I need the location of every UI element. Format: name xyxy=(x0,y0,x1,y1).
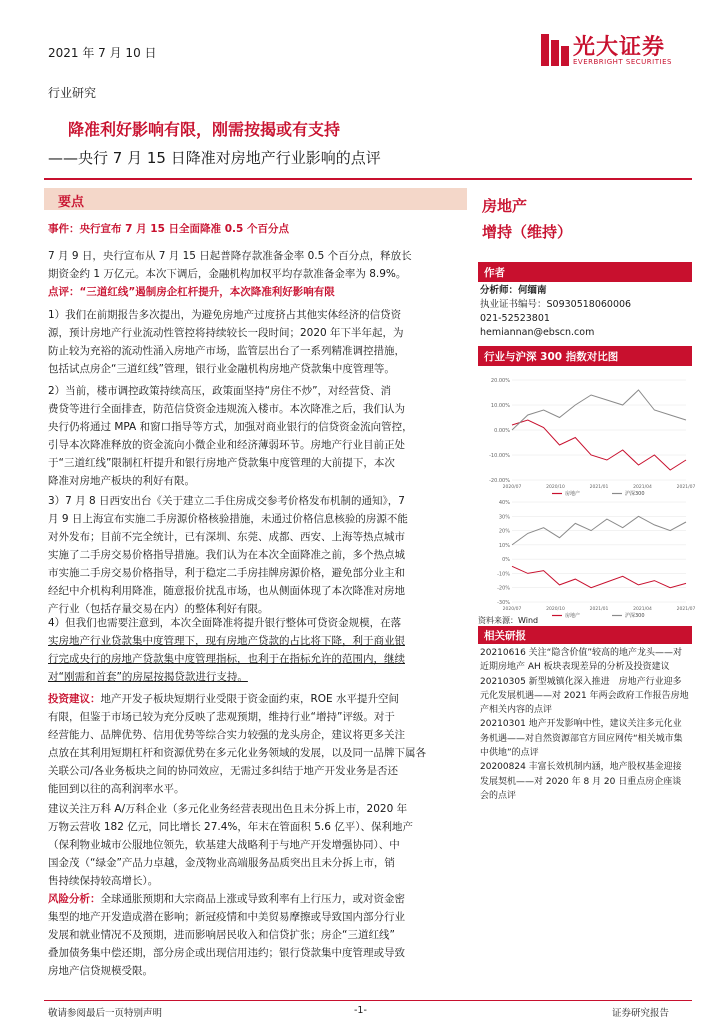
y-tick-label: 0% xyxy=(502,557,510,564)
related-reports xyxy=(480,646,690,803)
invest-label: 投资建议： xyxy=(48,693,101,705)
stock-picks xyxy=(48,800,468,890)
event-line: 7 月 9 日，央行宣布从 7 月 15 日起普降存款准备金率 0.5 个百分点，释放长 xyxy=(48,250,412,262)
page-number: -1- xyxy=(354,1005,367,1016)
related-title: 相关研报 xyxy=(484,630,526,642)
related-report-item[interactable]: 20210305 新型城镇化深入推进 房地产行业迎多元化发展机遇——对 2021 年两会政府工作报告房地产相关内容的点评 xyxy=(480,676,689,716)
x-tick-label: 2020/10 xyxy=(546,607,565,612)
para-line: 经营能力、品牌优势、信用优势等综合实力较强的龙头房企，建议将更多关注 xyxy=(48,729,405,741)
legend-label: 沪深300 xyxy=(625,613,645,619)
x-tick-label: 2021/04 xyxy=(633,607,652,612)
para-line: 产行业（包括存量交易在内）的整体利好有限。 xyxy=(48,603,269,615)
brand-name-en: EVERBRIGHT SECURITIES xyxy=(573,58,672,66)
x-tick-label: 2021/07 xyxy=(676,607,696,612)
para-line: 月 9 日上海宣布实施二手房源价格核验措施，未通过价格信息核验的房源不能 xyxy=(48,513,408,525)
author-header xyxy=(478,262,692,282)
related-report-item[interactable]: 20200824 丰富长效机制内涵，地产股权基金迎接发展契机——对 2020 年 8 月 20 日重点房企座谈会的点评 xyxy=(480,762,682,801)
y-tick-label: 0.00% xyxy=(494,428,510,434)
investment-advice xyxy=(48,690,468,798)
chart-header xyxy=(478,346,692,366)
rating: 增持（维持） xyxy=(482,223,573,241)
paragraph-3 xyxy=(48,492,468,618)
header-rule xyxy=(44,178,692,180)
index-comparison-chart xyxy=(482,372,696,619)
para-line: 集型的地产开发造成潜在影响；新冠疫情和中美贸易摩擦或导致国内部分行业 xyxy=(48,911,405,923)
para-line: 源，预计房地产行业流动性管控将持续较长一段时间；2020 年下半年起，为 xyxy=(48,327,404,339)
chart-source: 资料来源：Wind xyxy=(478,616,539,625)
event-label: 事件： xyxy=(48,223,80,235)
brand-name: 光大证券 xyxy=(573,35,666,60)
risk-analysis xyxy=(48,890,468,980)
event-line: 期资金约 1 万亿元。本次下调后，金融机构加权平均存款准备金率为 8.9%。 xyxy=(48,268,407,280)
para-line: 建议关注万科 A/万科企业（多元化业务经营表现出色且未分拆上市，2020 年 xyxy=(48,803,408,815)
para-line: 引导本次降准释放的资金流向小微企业和经济薄弱环节。房地产行业目前正处 xyxy=(48,439,405,451)
chart-title: 行业与沪深 300 指数对比图 xyxy=(484,351,619,363)
report-date: 2021 年 7 月 10 日 xyxy=(48,46,157,60)
para-line: 实施了二手房交易价格指导措施。我们认为在本次全面降准之前，多个热点城 xyxy=(48,549,405,561)
sector-name: 房地产 xyxy=(482,197,528,215)
legend-label: 房地产 xyxy=(565,491,581,497)
y-tick-label: 30% xyxy=(498,514,510,521)
x-tick-label: 2020/07 xyxy=(502,485,522,490)
para-line: 发展和就业情况不及预期，进而影响居民收入和信贷扩张；房企“三道红线” xyxy=(48,929,395,941)
y-tick-label: 20% xyxy=(498,528,510,535)
para-line: 市实施二手房交易价格指导，利于稳定二手房挂牌房源价格，避免部分业主和 xyxy=(48,567,405,579)
report-title: 降准利好影响有限，刚需按揭或有支持 xyxy=(68,120,341,139)
series-line xyxy=(512,390,686,430)
report-subtitle: ——央行 7 月 15 日降准对房地产行业影响的点评 xyxy=(48,149,381,167)
y-tick-label: -20% xyxy=(497,585,510,592)
para-line: 于“三道红线”限制杠杆提升和银行房地产贷款集中度管理的大前提下，本次 xyxy=(48,457,395,469)
series-line xyxy=(512,566,686,587)
para-line: 经纪中介机构利用降准，随意报价扰乱市场，也从侧面体现了本次降准对房地 xyxy=(48,585,405,597)
para-line: 有限，但鉴于市场已较为充分反映了悲观预期，维持行业“增持”评级。对于 xyxy=(48,711,395,723)
x-tick-label: 2020/10 xyxy=(546,485,565,490)
para-line: 1）我们在前期报告多次提出，为避免房地产过度挤占其他实体经济的信贷资 xyxy=(48,309,402,321)
risk-label: 风险分析： xyxy=(48,893,101,905)
para-line: 费贷等进行全面排查，防范信贷资金违规流入楼市。本次降准之后，我们认为 xyxy=(48,403,405,415)
related-report-item[interactable]: 20210616 关注“隐含价值”较高的地产龙头——对近期房地产 AH 板块表现差异的分析及投资建议 xyxy=(480,648,682,673)
para-line: 3）7 月 8 日西安出台《关于建立二手住房成交参考价格发布机制的通知》，7 xyxy=(48,495,405,507)
para-line: 4）但我们也需要注意到，本次全面降准将提升银行整体可贷资金规模，在落 xyxy=(48,617,402,629)
para-line: 叠加债务集中偿还期，部分房企或出现信用违约；银行贷款集中度管理或导致 xyxy=(48,947,405,959)
footer-report-type: 证券研究报告 xyxy=(612,1008,670,1019)
event-headline: 央行宣布 7 月 15 日全面降准 0.5 个百分点 xyxy=(79,223,289,235)
related-report-item[interactable]: 20210301 地产开发影响中性，建议关注多元化业务机遇——对自然资源部官方回应网传“相关城市集中供地”的点评 xyxy=(480,719,683,759)
comment-label: 点评： xyxy=(48,286,80,298)
analyst-name: 分析师：何缅南 xyxy=(480,285,547,296)
para-line: （保利物业城市公服地位领先，软基建大战略利于与地产开发增强协同）、中 xyxy=(48,839,400,851)
sector-rating xyxy=(482,193,572,245)
author-info xyxy=(480,284,631,340)
license-number: 执业证书编号：S0930518060006 xyxy=(480,299,632,310)
para-line: 售持续保持较高增长）。 xyxy=(48,875,159,887)
x-tick-label: 2021/04 xyxy=(633,485,652,490)
y-tick-label: -30% xyxy=(497,600,510,606)
para-line: 地产开发子板块短期行业受限于资金面约束，ROE 水平提升空间 xyxy=(100,693,400,705)
related-header xyxy=(478,626,692,644)
y-tick-label: -10% xyxy=(497,571,510,578)
para-line: 降准对房地产板块的利好有限。 xyxy=(48,475,195,487)
para-line: 行完成央行的房地产贷款集中度管理指标，也利于在指标允许的范围内，继续 xyxy=(48,653,405,665)
para-line: 对“刚需和首套”的房屋按揭贷款进行支持。 xyxy=(48,671,248,683)
y-tick-label: 20.00% xyxy=(490,378,510,384)
email-address[interactable]: hemiannan@ebscn.com xyxy=(480,327,595,338)
x-tick-label: 2021/07 xyxy=(676,485,696,490)
paragraph-1 xyxy=(48,306,468,378)
keypoints-band xyxy=(44,188,467,210)
para-line: 2）当前，楼市调控政策持续高压，政策面坚持“房住不炒”，对经营贷、消 xyxy=(48,385,392,397)
para-line: 国金茂（“绿金”产品力卓越，金茂物业高端服务品质突出且未分拆上市，销 xyxy=(48,857,395,869)
para-line: 防止较为充裕的流动性涌入房地产市场，监管层出台了一系列精准调控措施， xyxy=(48,345,405,357)
y-tick-label: -10.00% xyxy=(489,453,510,459)
x-tick-label: 2021/01 xyxy=(589,607,609,612)
para-line: 央行仍将通过 MPA 和窗口指导等方式，加强对商业银行的信贷资金流向管控， xyxy=(48,421,413,433)
phone-number: 021-52523801 xyxy=(480,313,550,324)
paragraph-2 xyxy=(48,382,468,490)
x-tick-label: 2021/01 xyxy=(589,485,609,490)
event-block xyxy=(48,220,468,301)
y-tick-label: 10% xyxy=(498,542,510,549)
paragraph-4 xyxy=(48,614,468,686)
para-line: 点放在其利用短期杠杆和资源优势在多元化业务领域的发展，以及同一品牌下属各 xyxy=(48,747,426,759)
para-line: 包括试点房企“三道红线”管理，银行业金融机构房地产贷款集中度管理等。 xyxy=(48,363,395,375)
series-line xyxy=(512,420,686,470)
para-line: 房地产信贷规模受限。 xyxy=(48,965,153,977)
y-tick-label: 10.00% xyxy=(490,403,510,409)
report-category: 行业研究 xyxy=(48,86,97,100)
para-line: 关联公司/各业务板块之间的协同效应，无需过多纠结于地产开发业务是否还 xyxy=(48,765,399,777)
legend-label: 房地产 xyxy=(565,613,581,619)
para-line: 能回到以往的高利润率水平。 xyxy=(48,783,185,795)
para-line: 全球通胀预期和大宗商品上涨或导致利率有上行压力，或对资金密 xyxy=(100,893,405,905)
author-label: 作者 xyxy=(484,267,505,279)
para-line: 实房地产行业贷款集中度管理下，现有房地产贷款的占比将下降，利于商业银 xyxy=(48,635,405,647)
comment-headline: “三道红线”遏制房企杠杆提升，本次降准利好影响有限 xyxy=(79,286,335,298)
footer-disclaimer: 敬请参阅最后一页特别声明 xyxy=(48,1008,163,1019)
para-line: 万物云营收 182 亿元，同比增长 27.4%，年末在管面积 5.6 亿平）、保利地产 xyxy=(48,821,414,833)
y-tick-label: -20.00% xyxy=(489,478,510,484)
y-tick-label: 40% xyxy=(498,500,510,506)
keypoints-label: 要点 xyxy=(58,195,85,210)
x-tick-label: 2020/07 xyxy=(502,607,522,612)
para-line: 对外发布；目前不完全统计，已有深圳、东莞、成都、西安、上海等热点城市 xyxy=(48,531,405,543)
legend-label: 沪深300 xyxy=(625,491,645,497)
footer-rule xyxy=(44,1000,692,1001)
